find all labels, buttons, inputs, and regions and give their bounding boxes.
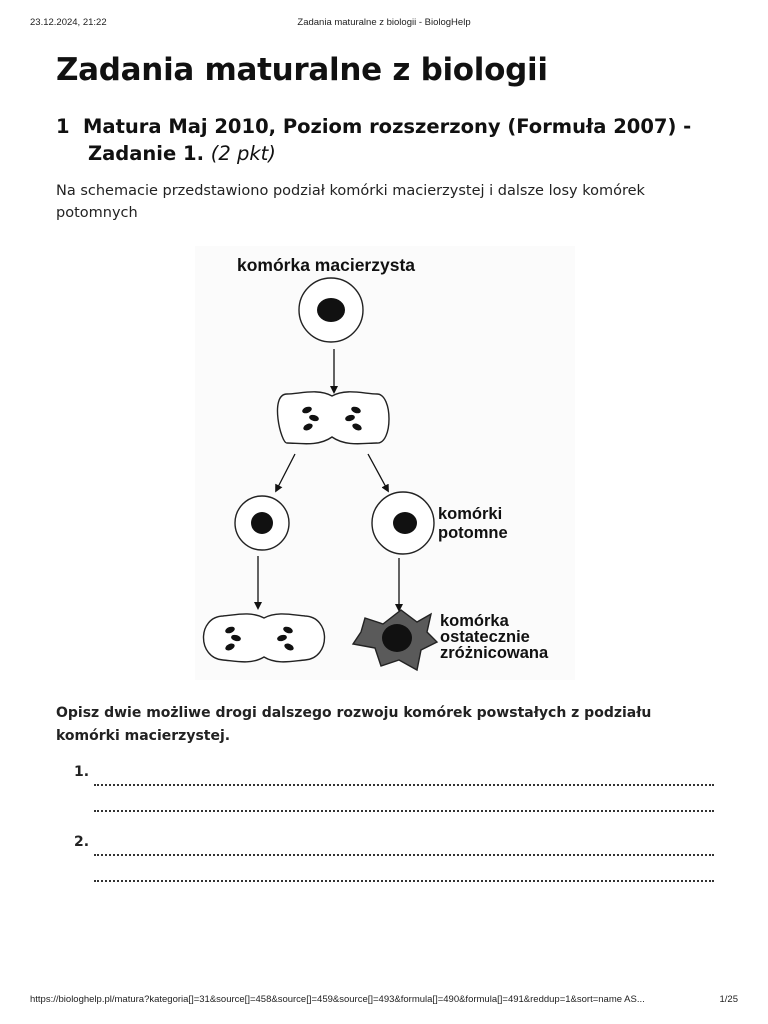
print-document-title: Zadania maturalne z biologii - BiologHelp <box>297 17 471 28</box>
print-date: 23.12.2024, 21:22 <box>30 17 107 28</box>
task-question: Opisz dwie możliwe drogi dalszego rozwoju komórek powstałych z podziału komórki macierzystej. <box>56 705 652 744</box>
task-heading-label: Zadanie 1. <box>88 142 204 165</box>
answer-label-1: 1. <box>74 764 90 780</box>
task-intro: Na schemacie przedstawiono podział komórki macierzystej i dalsze losy komórek potomnych <box>56 183 645 221</box>
print-url: https://biologhelp.pl/matura?kategoria[]=31&source[]=458&source[]=459&source[]=493&formula[]=490&formula[]=491&reddup=1&sort=name AS... <box>30 994 645 1005</box>
dividing-cell-top <box>277 392 389 444</box>
label-differentiated-line1: komórka <box>440 612 509 630</box>
answer-line-1a[interactable] <box>94 784 714 786</box>
print-header <box>30 17 738 31</box>
print-footer <box>30 994 738 1008</box>
cell-division-diagram <box>195 246 575 680</box>
stem-cell <box>299 278 363 342</box>
task-points: (2 pkt) <box>210 142 276 165</box>
label-differentiated-line3: zróżnicowana <box>440 644 549 662</box>
page-title: Zadania maturalne z biologii <box>56 52 548 88</box>
label-daughter-cells-line1: komórki <box>438 505 503 523</box>
daughter-cell-left <box>235 496 289 550</box>
task-heading-line1: Matura Maj 2010, Poziom rozszerzony (Formuła 2007) - <box>83 115 692 138</box>
daughter-cell-right <box>372 492 434 554</box>
answer-line-2b[interactable] <box>94 880 714 882</box>
task-heading-line2 <box>88 139 276 168</box>
label-stem-cell: komórka macierzysta <box>237 255 416 275</box>
task-number: 1 <box>56 115 70 138</box>
label-differentiated-line2: ostatecznie <box>440 628 530 646</box>
label-daughter-cells-line2: potomne <box>438 524 508 542</box>
answer-line-1b[interactable] <box>94 810 714 812</box>
dividing-cell-bottom <box>204 614 325 662</box>
answer-line-2a[interactable] <box>94 854 714 856</box>
answer-label-2: 2. <box>74 834 90 850</box>
cell-division-svg <box>195 246 575 680</box>
page-number: 1/25 <box>719 994 738 1005</box>
